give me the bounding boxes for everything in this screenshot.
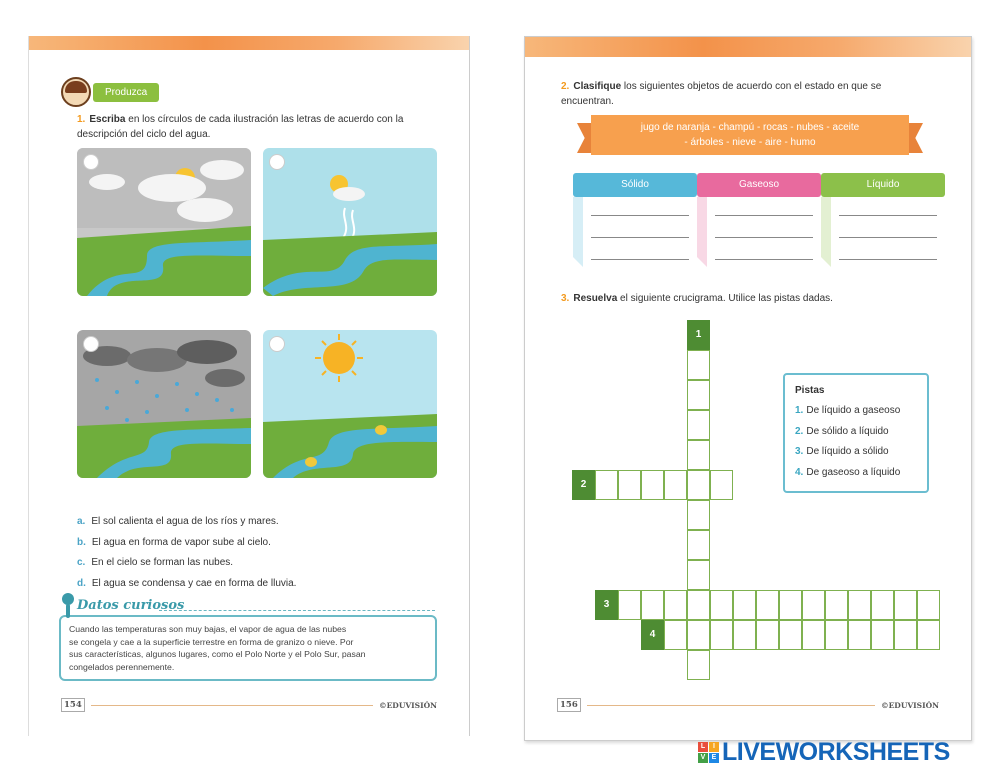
- footer-divider: [91, 705, 373, 706]
- crossword-clue-number: 3: [595, 590, 618, 620]
- question-1: [77, 112, 457, 142]
- crossword-clue-number: 2: [572, 470, 595, 500]
- statement-item: [77, 574, 296, 595]
- answer-lines[interactable]: [839, 215, 937, 281]
- category-liquid: [821, 173, 945, 273]
- crossword-cell[interactable]: [825, 590, 848, 620]
- category-label: Líquido: [821, 173, 945, 197]
- crossword-cell[interactable]: [687, 590, 710, 620]
- crossword-cell[interactable]: [710, 620, 733, 650]
- clue-text: De líquido a gaseoso: [806, 405, 901, 416]
- question-text-continued: encuentran.: [561, 96, 614, 107]
- crossword-cell[interactable]: [687, 440, 710, 470]
- crossword-cell[interactable]: [641, 470, 664, 500]
- question-text: los siguientes objetos de acuerdo con el estado en que se: [621, 81, 882, 92]
- question-number: 3.: [561, 293, 570, 304]
- clue-text: De sólido a líquido: [806, 425, 889, 437]
- crossword-cell[interactable]: [756, 620, 779, 650]
- question-verb: Resuelva: [573, 293, 618, 304]
- vapor-illustration: [263, 148, 437, 296]
- question-3: [561, 291, 951, 306]
- page-number: 154: [61, 698, 85, 712]
- crossword-cell[interactable]: [618, 590, 641, 620]
- statement-letter: b.: [77, 536, 86, 548]
- crossword-clue-number: 4: [641, 620, 664, 650]
- crossword-cell[interactable]: [664, 470, 687, 500]
- fun-facts-divider: [159, 610, 435, 611]
- category-gas: [697, 173, 821, 273]
- info-pin-icon: [61, 592, 75, 620]
- crossword-cell[interactable]: [710, 590, 733, 620]
- clue-number: 1.: [795, 405, 804, 416]
- logo-letter: L: [698, 742, 708, 752]
- page-footer: [61, 698, 437, 712]
- crossword-cell[interactable]: [802, 620, 825, 650]
- fun-facts-line: se congela y cae a la superficie terrestre en forma de granizo o nieve. Por: [69, 636, 354, 647]
- crossword-cell[interactable]: [664, 620, 687, 650]
- section-badge: [61, 77, 159, 107]
- fun-facts-line: sus características, algunos lugares, como el Polo Norte y el Polo Sur, pasan: [69, 649, 366, 659]
- crossword-cell[interactable]: [687, 620, 710, 650]
- rain-illustration: [77, 330, 251, 478]
- logo-text: LIVEWORKSHEETS: [722, 738, 950, 766]
- fun-facts-box: [59, 598, 437, 681]
- crossword-cell[interactable]: [733, 620, 756, 650]
- crossword-cell[interactable]: [664, 590, 687, 620]
- water-cycle-scene-clouds: [77, 148, 251, 296]
- page-top-band: [29, 36, 469, 50]
- logo-grid-icon: [698, 742, 719, 763]
- crossword-cell[interactable]: [917, 590, 940, 620]
- statement-list: [77, 512, 296, 594]
- clue-text: De gaseoso a líquido: [806, 466, 901, 478]
- right-page: [524, 36, 972, 741]
- logo-letter: E: [709, 753, 719, 763]
- word-bank-ribbon: [577, 115, 923, 159]
- crossword-cell[interactable]: [687, 410, 710, 440]
- question-text: el siguiente crucigrama. Utilice las pistas dadas.: [617, 293, 833, 304]
- crossword-cell[interactable]: [802, 590, 825, 620]
- statement-item: [77, 533, 296, 554]
- clouds-illustration: [77, 148, 251, 296]
- clue-item: [795, 442, 917, 463]
- crossword-cell[interactable]: [848, 590, 871, 620]
- question-2: [561, 79, 951, 109]
- crossword-cell[interactable]: [641, 590, 664, 620]
- word-bank-line: jugo de naranja - champú - rocas - nubes - aceite: [640, 122, 860, 133]
- statement-item: [77, 553, 296, 574]
- category-fold: [573, 197, 583, 267]
- logo-letter: I: [709, 742, 719, 752]
- crossword-cell[interactable]: [733, 590, 756, 620]
- statement-text: En el cielo se forman las nubes.: [91, 557, 234, 568]
- page-number: 156: [557, 698, 581, 712]
- clue-text: De líquido a sólido: [806, 446, 889, 457]
- statement-item: [77, 512, 296, 533]
- answer-circle[interactable]: [83, 154, 99, 170]
- crossword-cell[interactable]: [917, 620, 940, 650]
- crossword-cell[interactable]: [687, 380, 710, 410]
- answer-lines[interactable]: [591, 215, 689, 281]
- logo-letter: V: [698, 753, 708, 763]
- statement-text: El sol calienta el agua de los ríos y mares.: [91, 516, 279, 527]
- publisher-brand: ©EDUVISIÓN: [379, 700, 437, 710]
- statement-letter: c.: [77, 557, 86, 568]
- question-number: 2.: [561, 81, 570, 92]
- crossword-cell[interactable]: [871, 590, 894, 620]
- clue-number: 2.: [795, 425, 804, 437]
- fun-facts-line: congelados perennemente.: [69, 661, 175, 672]
- crossword-cell[interactable]: [756, 590, 779, 620]
- question-verb: Clasifique: [573, 81, 622, 92]
- statement-text: El agua se condensa y cae en forma de lluvia.: [91, 577, 297, 589]
- section-badge-label: Produzca: [93, 83, 159, 102]
- crossword-cell[interactable]: [618, 470, 641, 500]
- left-page: [28, 36, 470, 736]
- clues-box: [783, 373, 929, 493]
- page-top-band: [525, 37, 971, 57]
- page-footer: [557, 698, 939, 712]
- crossword-cell[interactable]: [779, 590, 802, 620]
- clue-number: 3.: [795, 446, 804, 457]
- statement-text: El agua en forma de vapor sube al cielo.: [91, 536, 271, 548]
- crossword-cell[interactable]: [894, 620, 917, 650]
- publisher-brand: ©EDUVISIÓN: [881, 700, 939, 710]
- answer-lines[interactable]: [715, 215, 813, 281]
- water-cycle-scene-sun: [263, 330, 437, 478]
- crossword-cell[interactable]: [710, 470, 733, 500]
- clues-title: Pistas: [795, 385, 825, 396]
- fun-facts-title: Datos curiosos: [77, 598, 185, 613]
- answer-circle[interactable]: [83, 336, 99, 352]
- question-number: 1.: [77, 114, 86, 125]
- category-fold: [821, 197, 831, 267]
- crossword-cell[interactable]: [687, 500, 710, 530]
- fun-facts-line: Cuando las temperaturas son muy bajas, el vapor de agua de las nubes: [69, 624, 347, 634]
- word-bank: [591, 115, 909, 155]
- clue-item: [795, 401, 917, 422]
- crossword-cell[interactable]: [687, 560, 710, 590]
- crossword-cell[interactable]: [687, 650, 710, 680]
- water-cycle-scene-vapor: [263, 148, 437, 296]
- crossword-cell[interactable]: [687, 470, 710, 500]
- sun-illustration: [263, 330, 437, 478]
- crossword-cell[interactable]: [894, 590, 917, 620]
- answer-circle[interactable]: [269, 336, 285, 352]
- children-icon: [61, 77, 91, 107]
- crossword-cell[interactable]: [779, 620, 802, 650]
- crossword-cell[interactable]: [871, 620, 894, 650]
- crossword-cell[interactable]: [595, 470, 618, 500]
- category-label: Sólido: [573, 173, 697, 197]
- word-bank-line: - árboles - nieve - aire - humo: [684, 137, 816, 148]
- answer-circle[interactable]: [269, 154, 285, 170]
- footer-divider: [587, 705, 875, 706]
- statement-letter: a.: [77, 516, 86, 527]
- clue-number: 4.: [795, 466, 804, 478]
- question-text-continued: descripción del ciclo del agua.: [77, 129, 211, 140]
- category-solid: [573, 173, 697, 273]
- clue-item: [795, 422, 917, 443]
- statement-letter: d.: [77, 577, 86, 589]
- liveworksheets-logo: [698, 738, 950, 767]
- category-fold: [697, 197, 707, 267]
- crossword-cell[interactable]: [687, 530, 710, 560]
- fun-facts-text: [59, 615, 437, 681]
- question-verb: Escriba: [89, 114, 126, 125]
- category-label: Gaseoso: [697, 173, 821, 197]
- crossword-clue-number: 1: [687, 320, 710, 350]
- crossword-cell[interactable]: [687, 350, 710, 380]
- crossword-cell[interactable]: [825, 620, 848, 650]
- question-text: en los círculos de cada ilustración las letras de acuerdo con la: [125, 114, 404, 125]
- water-cycle-scene-rain: [77, 330, 251, 478]
- crossword-cell[interactable]: [848, 620, 871, 650]
- clue-item: [795, 463, 917, 484]
